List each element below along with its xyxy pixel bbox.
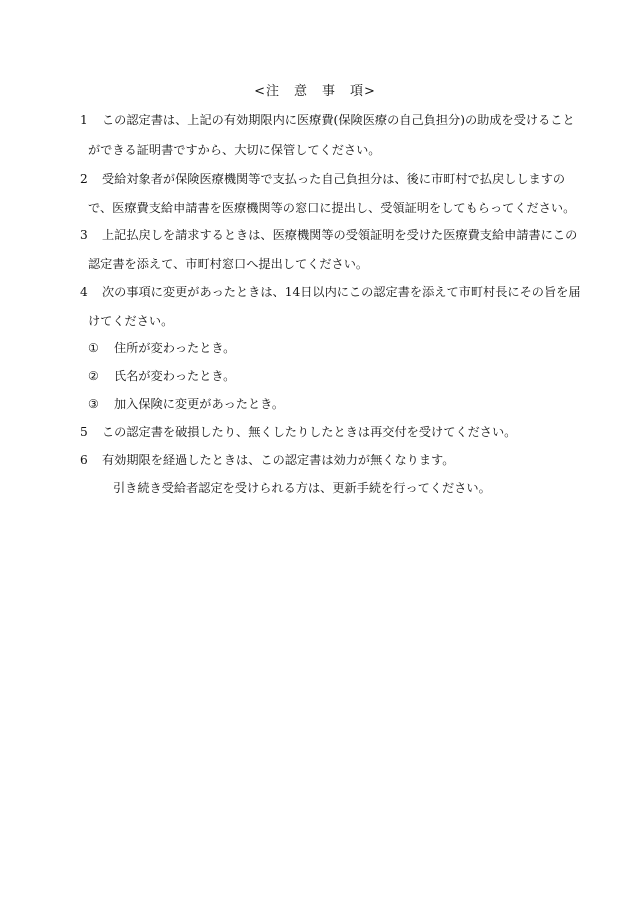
notice-title: <注 意 事 項> [254,84,376,99]
item-number: 5 [80,425,88,439]
item-number: 3 [80,228,88,242]
subitem-mark: ③ [88,397,99,411]
item-text: 受給対象者が保険医療機関等で支払った自己負担分は、後に市町村で払戻ししますの [102,172,566,186]
item-3-line-1 [80,227,577,243]
item-4-line-2: けてください。 [88,314,174,328]
subitem-text: 氏名が変わったとき。 [114,369,236,383]
item-text: 上記払戻しを請求するときは、医療機関等の受領証明を受けた医療費支給申請書にこの [102,228,578,242]
subitem-text: 住所が変わったとき。 [114,341,236,355]
item-text: この認定書は、上記の有効期限内に医療費(保険医療の自己負担分)の助成を受けること [102,113,575,127]
item-6 [80,452,454,468]
item-text: 次の事項に変更があったときは、14日以内にこの認定書を添えて市町村長にその旨を届 [102,285,581,299]
item-number: 1 [80,113,88,127]
subitem-text: 加入保険に変更があったとき。 [114,397,285,411]
item-number: 2 [80,172,88,186]
item-1-line-1 [80,112,575,128]
item-5 [80,424,516,440]
item-text: この認定書を破損したり、無くしたりしたときは再交付を受けてください。 [102,425,517,439]
item-4-line-1 [80,284,581,300]
item-number: 6 [80,453,88,467]
item-6-continuation: 引き続き受給者認定を受けられる方は、更新手続を行ってください。 [113,481,491,495]
subitem-mark: ② [88,369,99,383]
subitem-3 [88,396,284,412]
item-number: 4 [80,285,88,299]
subitem-2 [88,368,235,384]
item-2-line-2: で、医療費支給申請書を医療機関等の窓口に提出し、受領証明をしてもらってください。 [88,201,576,215]
item-3-line-2: 認定書を添えて、市町村窓口へ提出してください。 [88,257,369,271]
item-text: 有効期限を経過したときは、この認定書は効力が無くなります。 [102,453,455,467]
subitem-1 [88,340,235,356]
subitem-mark: ① [88,341,99,355]
item-1-line-2: ができる証明書ですから、大切に保管してください。 [88,143,381,157]
item-2-line-1 [80,171,565,187]
